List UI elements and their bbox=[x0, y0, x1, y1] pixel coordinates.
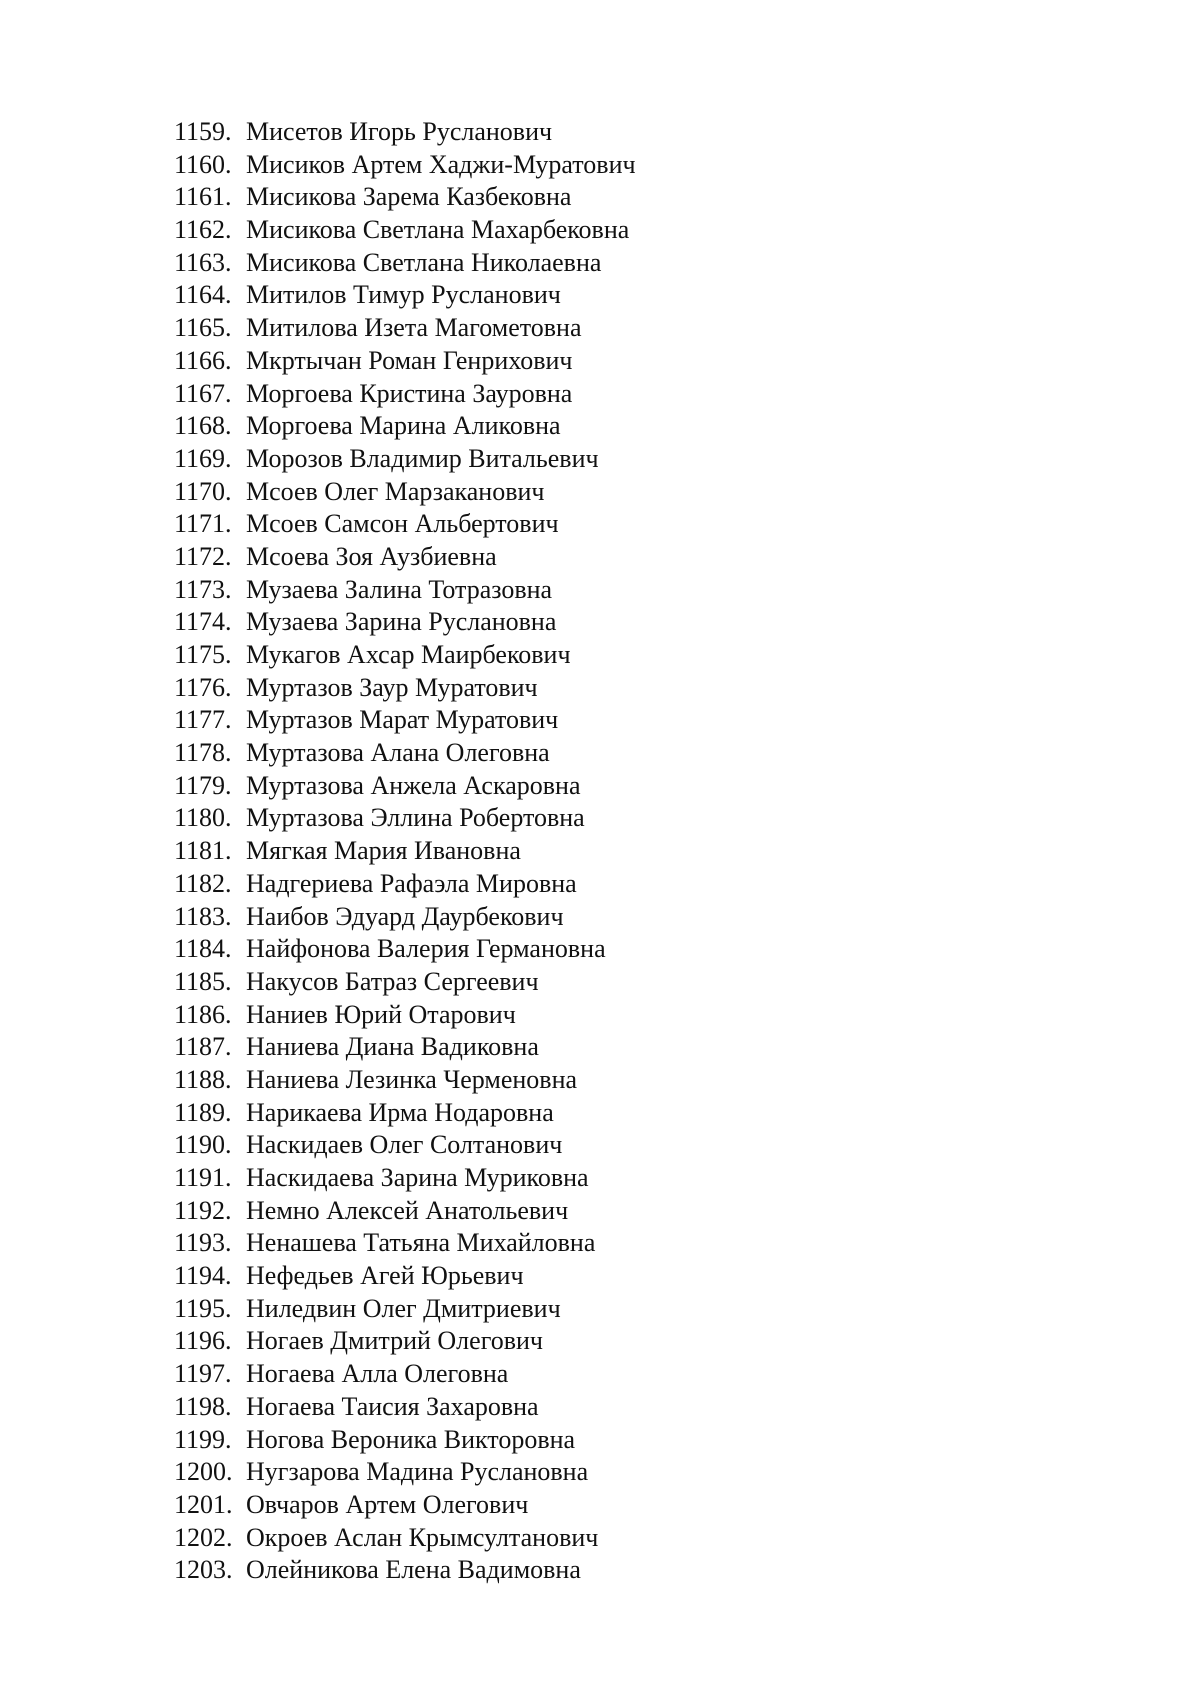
entry-name: Наибов Эдуард Даурбекович bbox=[246, 901, 564, 931]
list-item bbox=[174, 1195, 636, 1228]
entry-number: 1182. bbox=[174, 868, 232, 898]
entry-name: Олейникова Елена Вадимовна bbox=[246, 1555, 581, 1585]
entry-number: 1173. bbox=[174, 574, 232, 604]
list-item bbox=[174, 835, 636, 868]
entry-number: 1176. bbox=[174, 672, 232, 702]
list-item bbox=[174, 1162, 636, 1195]
entry-number: 1166. bbox=[174, 345, 232, 375]
entry-number: 1162. bbox=[174, 215, 232, 245]
entry-number: 1159. bbox=[174, 117, 232, 146]
entry-number: 1193. bbox=[174, 1228, 232, 1258]
list-item bbox=[174, 1522, 636, 1555]
entry-number: 1163. bbox=[174, 247, 232, 277]
entry-number: 1195. bbox=[174, 1293, 232, 1323]
entry-number: 1200. bbox=[174, 1457, 233, 1487]
list-item bbox=[174, 1325, 636, 1358]
entry-number: 1172. bbox=[174, 541, 232, 571]
entry-name: Мсоев Самсон Альбертович bbox=[246, 509, 559, 539]
entry-number: 1180. bbox=[174, 803, 232, 833]
list-item bbox=[174, 443, 636, 476]
entry-number: 1191. bbox=[174, 1163, 232, 1192]
entry-name: Нефедьев Агей Юрьевич bbox=[246, 1261, 524, 1291]
entry-name: Муртазов Заур Муратович bbox=[246, 672, 538, 702]
entry-number: 1170. bbox=[174, 476, 232, 506]
list-item bbox=[174, 737, 636, 770]
list-item bbox=[174, 247, 636, 280]
entry-name: Моргоева Марина Аликовна bbox=[246, 411, 561, 441]
list-item bbox=[174, 279, 636, 312]
entry-name: Мисиков Артем Хаджи-Муратович bbox=[246, 149, 636, 179]
entry-name: Мкртычан Роман Генрихович bbox=[246, 345, 573, 375]
entry-name: Муртазова Анжела Аскаровна bbox=[246, 770, 581, 800]
list-item bbox=[174, 966, 636, 999]
entry-number: 1181. bbox=[174, 836, 232, 866]
entry-name: Митилов Тимур Русланович bbox=[246, 280, 561, 310]
entry-name: Нугзарова Мадина Руслановна bbox=[246, 1457, 589, 1487]
entry-name: Наскидаев Олег Солтанович bbox=[246, 1130, 563, 1160]
list-item bbox=[174, 508, 636, 541]
entry-name: Муртазова Алана Олеговна bbox=[246, 738, 550, 768]
entry-number: 1161. bbox=[174, 182, 232, 212]
list-item bbox=[174, 1064, 636, 1097]
list-item bbox=[174, 1293, 636, 1326]
entry-number: 1196. bbox=[174, 1326, 232, 1356]
list-item bbox=[174, 1097, 636, 1130]
list-item bbox=[174, 214, 636, 247]
list-item bbox=[174, 1489, 636, 1522]
entry-number: 1175. bbox=[174, 640, 232, 669]
list-item bbox=[174, 1227, 636, 1260]
entry-number: 1169. bbox=[174, 443, 232, 473]
entry-name: Мисикова Светлана Николаевна bbox=[246, 247, 602, 277]
entry-number: 1201. bbox=[174, 1489, 233, 1519]
entry-name: Мукагов Ахсар Маирбекович bbox=[246, 640, 571, 669]
name-list bbox=[174, 116, 636, 1587]
entry-number: 1194. bbox=[174, 1261, 232, 1291]
entry-number: 1184. bbox=[174, 934, 232, 964]
entry-name: Мисикова Зарема Казбековна bbox=[246, 182, 572, 212]
list-item bbox=[174, 181, 636, 214]
list-item bbox=[174, 1031, 636, 1064]
entry-number: 1198. bbox=[174, 1391, 232, 1421]
entry-name: Найфонова Валерия Германовна bbox=[246, 934, 606, 964]
list-item bbox=[174, 901, 636, 934]
list-item bbox=[174, 574, 636, 607]
entry-name: Муртазова Эллина Робертовна bbox=[246, 803, 585, 833]
entry-name: Овчаров Артем Олегович bbox=[246, 1489, 529, 1519]
entry-number: 1202. bbox=[174, 1522, 233, 1552]
list-item bbox=[174, 933, 636, 966]
entry-name: Ногаев Дмитрий Олегович bbox=[246, 1326, 543, 1356]
entry-name: Ногаева Алла Олеговна bbox=[246, 1359, 509, 1389]
entry-name: Митилова Изета Магометовна bbox=[246, 313, 582, 343]
entry-name: Немно Алексей Анатольевич bbox=[246, 1195, 569, 1225]
entry-name: Ногаева Таисия Захаровна bbox=[246, 1391, 539, 1421]
entry-number: 1179. bbox=[174, 770, 232, 800]
list-item bbox=[174, 1424, 636, 1457]
entry-name: Наниев Юрий Отарович bbox=[246, 999, 516, 1029]
list-item bbox=[174, 410, 636, 443]
entry-number: 1160. bbox=[174, 149, 232, 179]
entry-number: 1178. bbox=[174, 738, 232, 768]
entry-number: 1188. bbox=[174, 1064, 232, 1094]
list-item bbox=[174, 1391, 636, 1424]
list-item bbox=[174, 770, 636, 803]
list-item bbox=[174, 606, 636, 639]
entry-name: Мисетов Игорь Русланович bbox=[246, 117, 553, 146]
entry-number: 1197. bbox=[174, 1359, 232, 1389]
list-item bbox=[174, 378, 636, 411]
list-item bbox=[174, 1129, 636, 1162]
entry-name: Окроев Аслан Крымсултанович bbox=[246, 1522, 599, 1552]
entry-name: Наскидаева Зарина Муриковна bbox=[246, 1163, 589, 1192]
entry-name: Ненашева Татьяна Михайловна bbox=[246, 1228, 596, 1258]
entry-name: Мсоева Зоя Аузбиевна bbox=[246, 541, 497, 571]
entry-number: 1167. bbox=[174, 378, 232, 408]
list-item bbox=[174, 672, 636, 705]
entry-number: 1168. bbox=[174, 411, 232, 441]
entry-name: Надгериева Рафаэла Мировна bbox=[246, 868, 577, 898]
list-item bbox=[174, 312, 636, 345]
entry-number: 1183. bbox=[174, 901, 232, 931]
list-item bbox=[174, 999, 636, 1032]
list-item bbox=[174, 704, 636, 737]
entry-number: 1185. bbox=[174, 966, 232, 996]
list-item bbox=[174, 476, 636, 509]
entry-name: Нарикаева Ирма Нодаровна bbox=[246, 1097, 554, 1127]
entry-name: Муртазов Марат Муратович bbox=[246, 705, 559, 735]
entry-number: 1171. bbox=[174, 509, 232, 539]
entry-number: 1186. bbox=[174, 999, 232, 1029]
list-item bbox=[174, 1456, 636, 1489]
list-item bbox=[174, 149, 636, 182]
entry-number: 1199. bbox=[174, 1424, 232, 1454]
entry-number: 1165. bbox=[174, 313, 232, 343]
list-item bbox=[174, 1554, 636, 1587]
entry-number: 1190. bbox=[174, 1130, 232, 1160]
list-item bbox=[174, 541, 636, 574]
entry-name: Наниева Диана Вадиковна bbox=[246, 1032, 539, 1062]
entry-number: 1174. bbox=[174, 607, 232, 637]
entry-number: 1189. bbox=[174, 1097, 232, 1127]
entry-name: Музаева Зарина Руслановна bbox=[246, 607, 557, 637]
entry-number: 1177. bbox=[174, 705, 232, 735]
list-item bbox=[174, 1260, 636, 1293]
list-item bbox=[174, 345, 636, 378]
entry-number: 1192. bbox=[174, 1195, 232, 1225]
entry-name: Ногова Вероника Викторовна bbox=[246, 1424, 576, 1454]
entry-name: Накусов Батраз Сергеевич bbox=[246, 966, 539, 996]
entry-name: Моргоева Кристина Зауровна bbox=[246, 378, 573, 408]
entry-number: 1203. bbox=[174, 1555, 233, 1585]
entry-number: 1164. bbox=[174, 280, 232, 310]
list-item bbox=[174, 639, 636, 672]
entry-name: Мисикова Светлана Махарбековна bbox=[246, 215, 630, 245]
entry-name: Наниева Лезинка Черменовна bbox=[246, 1064, 578, 1094]
entry-name: Музаева Залина Тотразовна bbox=[246, 574, 553, 604]
list-item bbox=[174, 802, 636, 835]
list-item bbox=[174, 868, 636, 901]
entry-name: Ниледвин Олег Дмитриевич bbox=[246, 1293, 561, 1323]
entry-name: Морозов Владимир Витальевич bbox=[246, 443, 599, 473]
entry-name: Мсоев Олег Марзаканович bbox=[246, 476, 545, 506]
list-item bbox=[174, 116, 636, 149]
entry-name: Мягкая Мария Ивановна bbox=[246, 836, 521, 866]
entry-number: 1187. bbox=[174, 1032, 232, 1062]
list-item bbox=[174, 1358, 636, 1391]
